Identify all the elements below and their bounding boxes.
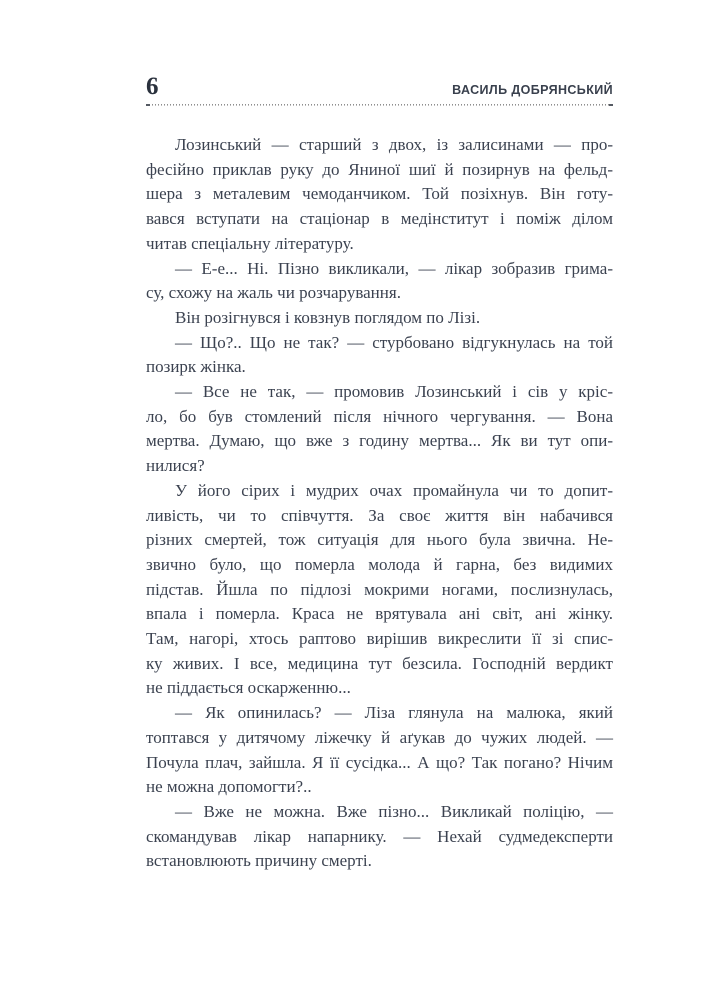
- text-line: Він розігнувся і ковзнув поглядом по Лізі.: [175, 307, 481, 327]
- text-line: — Що?.. Що не так? — стурбовано відгукнулась на той: [175, 332, 613, 352]
- paragraph: [146, 331, 613, 380]
- text-line: Почула плач, зайшла. Я її сусідка... А що? Так погано? Нічим: [146, 752, 613, 772]
- text-line: шера з металевим чемоданчиком. Той позіхнув. Він готу-: [146, 184, 613, 204]
- paragraph: [146, 380, 613, 479]
- text-line: різних смертей, тож ситуація для нього була звична. Не-: [146, 530, 613, 550]
- text-line: не піддається оскарженню...: [146, 678, 351, 698]
- text-line: впала і померла. Краса не врятувала ані світ, ані жінку.: [146, 604, 613, 624]
- text-line: ло, бо був стомлений після нічного чергування. — Вона: [146, 406, 613, 426]
- text-line: су, схожу на жаль чи розчарування.: [146, 283, 401, 303]
- text-line: звично було, що померла молода й гарна, без видимих: [146, 554, 613, 574]
- text-line: — Вже не можна. Вже пізно... Викликай поліцію, —: [175, 801, 613, 821]
- text-line: скомандував лікар напарнику. — Нехай судмедексперти: [146, 826, 613, 846]
- text-line: позирк жінка.: [146, 357, 246, 377]
- paragraph: [146, 800, 613, 874]
- text-line: вався вступати на стаціонар в медінститут і поміж ділом: [146, 209, 613, 229]
- text-line: встановлюють причину смерті.: [146, 851, 372, 871]
- text-line: не можна допомогти?..: [146, 777, 312, 797]
- paragraph: [146, 701, 613, 800]
- text-line: У його сірих і мудрих очах промайнула чи то допит-: [175, 480, 613, 500]
- text-line: читав спеціальну літературу.: [146, 233, 354, 253]
- dotted-rule: [146, 104, 613, 106]
- running-header: [146, 74, 613, 99]
- text-line: підстав. Йшла по підлозі мокрими ногами, послизнулась,: [146, 579, 613, 599]
- text-line: нилися?: [146, 456, 205, 476]
- text-line: фесійно приклав руку до Яниної шиї й позирнув на фельд-: [146, 159, 613, 179]
- page-number: 6: [146, 73, 159, 100]
- text-line: — Як опинилась? — Ліза глянула на малюка, який: [175, 703, 613, 723]
- text-line: ку живих. І все, медицина тут безсила. Господній вердикт: [146, 653, 613, 673]
- paragraph: [146, 133, 613, 257]
- running-head-author: ВАСИЛЬ ДОБРЯНСЬКИЙ: [452, 83, 613, 97]
- text-line: — Все не так, — промовив Лозинський і сів у кріс-: [175, 382, 613, 402]
- paragraph: [146, 257, 613, 306]
- text-block: [146, 133, 613, 874]
- text-line: Лозинський — старший з двох, із залисинами — про-: [175, 135, 613, 154]
- paragraph: [146, 479, 613, 701]
- text-line: Там, нагорі, хтось раптово вирішив викреслити її зі спис-: [146, 629, 613, 649]
- paragraph: [146, 306, 613, 331]
- text-line: ливість, чи то співчуття. За своє життя він набачився: [146, 505, 613, 525]
- header-rule: [146, 104, 613, 107]
- text-line: мертва. Думаю, що вже з годину мертва... Як ви тут опи-: [146, 431, 613, 451]
- text-line: топтався у дитячому ліжечку й аґукав до чужих людей. —: [146, 727, 613, 747]
- text-line: — Е-е... Ні. Пізно викликали, — лікар зобразив грима-: [175, 258, 613, 278]
